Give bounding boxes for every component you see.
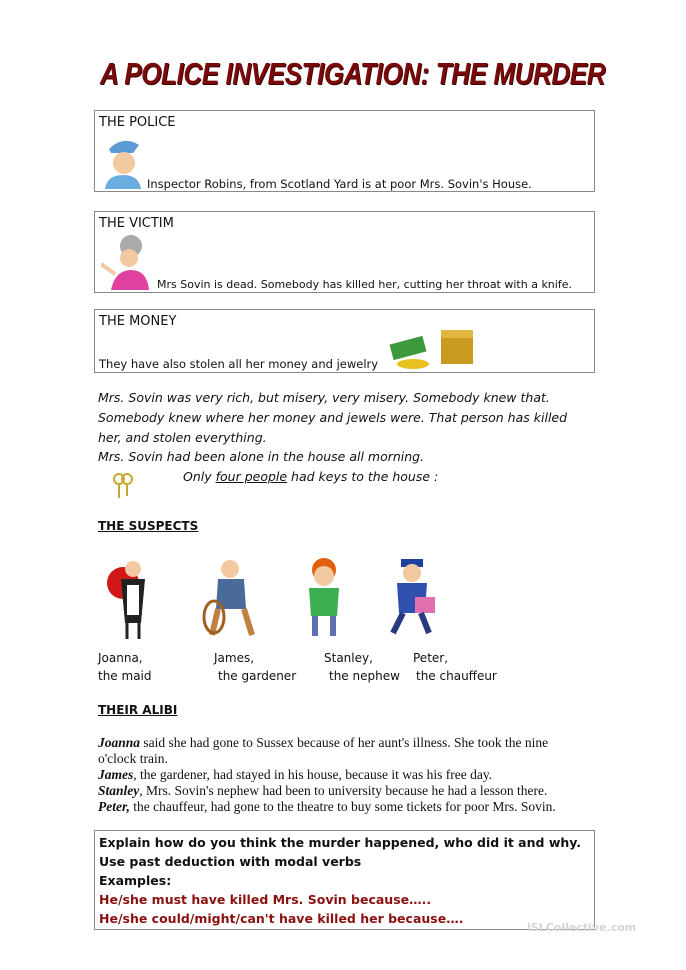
police-text: Inspector Robins, from Scotland Yard is at poor Mrs. Sovin's House. xyxy=(147,177,532,191)
victim-icon xyxy=(101,234,151,290)
alibi-line: o'clock train. xyxy=(98,751,168,766)
keys-text: Only xyxy=(183,469,216,484)
page-title: A POLICE INVESTIGATION: THE MURDER xyxy=(100,56,606,91)
nephew-icon xyxy=(303,556,345,640)
task-line: Explain how do you think the murder happened, who did it and why. xyxy=(99,835,582,850)
victim-text: Mrs Sovin is dead. Somebody has killed her, cutting her throat with a knife. xyxy=(157,278,572,291)
example-line: He/she must have killed Mrs. Sovin because….. xyxy=(99,892,432,907)
story-line: Somebody knew where her money and jewels were. That person has killed xyxy=(98,410,568,425)
story-line: her, and stolen everything. xyxy=(98,430,267,445)
suspect-name: Stanley, xyxy=(324,651,373,665)
alibi-text: , Mrs. Sovin's nephew had been to university because he had a lesson there. xyxy=(139,783,548,798)
task-line: Use past deduction with modal verbs xyxy=(99,854,362,869)
alibi-name: Peter, xyxy=(98,799,130,814)
money-text: They have also stolen all her money and jewelry xyxy=(99,357,379,371)
keys-icon xyxy=(110,472,136,500)
maid-icon xyxy=(105,555,155,641)
suspect-name: James, xyxy=(214,651,255,665)
gardener-icon xyxy=(200,557,266,639)
keys-sentence xyxy=(183,469,438,484)
police-heading: THE POLICE xyxy=(99,115,176,130)
suspects-heading: THE SUSPECTS xyxy=(98,519,199,533)
chauffeur-icon xyxy=(385,557,441,637)
police-box xyxy=(94,110,595,192)
alibi-name: Joanna xyxy=(98,735,141,750)
keys-text: had keys to the house : xyxy=(287,469,439,484)
alibi-text: said she had gone to Sussex because of her aunt's illness. She took the nine xyxy=(140,735,549,750)
alibi-text: the chauffeur, had gone to the theatre to buy some tickets for poor Mrs. Sovin. xyxy=(129,799,556,814)
alibi-text: , the gardener, had stayed in his house, because it was his free day. xyxy=(133,767,493,782)
alibi-heading: THEIR ALIBI xyxy=(98,703,178,717)
alibi-name: Stanley xyxy=(98,783,140,798)
alibi-line xyxy=(98,783,547,799)
alibi-line xyxy=(98,735,548,751)
suspect-name: Joanna, xyxy=(98,651,143,665)
suspect-role: the maid xyxy=(98,669,152,683)
policeman-icon xyxy=(103,135,143,189)
victim-heading: THE VICTIM xyxy=(99,216,174,231)
story-line: Mrs. Sovin was very rich, but misery, very misery. Somebody knew that. xyxy=(98,390,550,405)
money-box xyxy=(94,309,595,373)
task-box xyxy=(94,830,595,930)
keys-underlined: four people xyxy=(215,469,288,484)
watermark: iSLCollective.com xyxy=(527,921,637,934)
suspect-role: the chauffeur xyxy=(416,669,497,683)
alibi-line xyxy=(98,799,556,815)
suspect-name: Peter, xyxy=(413,651,449,665)
money-jewelry-icon xyxy=(383,328,478,372)
alibi-line xyxy=(98,767,492,783)
alibi-name: James xyxy=(98,767,134,782)
money-heading: THE MONEY xyxy=(99,314,177,329)
victim-box xyxy=(94,211,595,293)
task-line: Examples: xyxy=(99,873,172,888)
story-line: Mrs. Sovin had been alone in the house all morning. xyxy=(98,449,425,464)
suspect-role: the gardener xyxy=(218,669,297,683)
suspect-role: the nephew xyxy=(329,669,400,683)
example-line: He/she could/might/can't have killed her because…. xyxy=(99,911,464,926)
